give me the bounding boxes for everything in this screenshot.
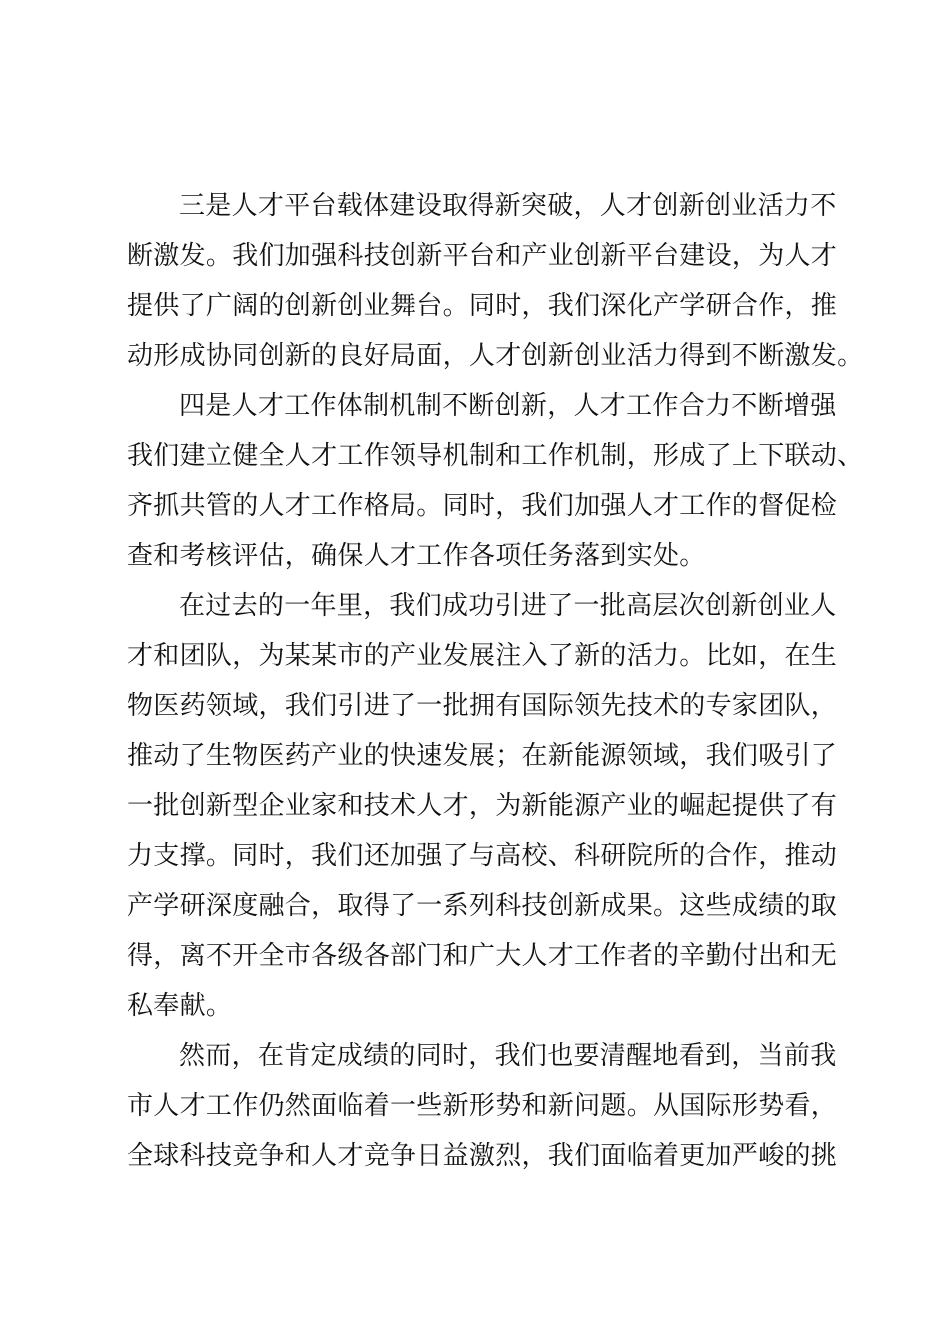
text-line: 四是人才工作体制机制不断创新，人才工作合力不断增强 <box>179 391 837 421</box>
body-text <box>127 181 864 1181</box>
paragraph-new-challenges <box>127 1031 838 1181</box>
text-line: 私奉献。 <box>127 991 233 1021</box>
paragraph-platform-breakthrough <box>127 181 864 381</box>
text-line: 查和考核评估，确保人才工作各项任务落到实处。 <box>127 541 706 571</box>
text-line: 力支撑。同时，我们还加强了与高校、科研院所的合作，推动 <box>127 841 838 871</box>
text-line: 动形成协同创新的良好局面，人才创新创业活力得到不断激发。 <box>127 341 864 371</box>
text-line: 市人才工作仍然面临着一些新形势和新问题。从国际形势看， <box>127 1091 838 1121</box>
text-line: 才和团队，为某某市的产业发展注入了新的活力。比如，在生 <box>127 641 838 671</box>
text-line: 齐抓共管的人才工作格局。同时，我们加强人才工作的督促检 <box>127 491 838 521</box>
text-line: 我们建立健全人才工作领导机制和工作机制，形成了上下联动、 <box>127 441 864 471</box>
text-line: 全球科技竞争和人才竞争日益激烈，我们面临着更加严峻的挑 <box>127 1141 838 1171</box>
text-line: 提供了广阔的创新创业舞台。同时，我们深化产学研合作，推 <box>127 291 838 321</box>
text-line: 在过去的一年里，我们成功引进了一批高层次创新创业人 <box>179 591 837 621</box>
text-line: 物医药领域，我们引进了一批拥有国际领先技术的专家团队， <box>127 691 838 721</box>
text-line: 然而，在肯定成绩的同时，我们也要清醒地看到，当前我 <box>179 1041 837 1071</box>
paragraph-mechanism-innovation <box>127 381 864 581</box>
text-line: 断激发。我们加强科技创新平台和产业创新平台建设，为人才 <box>127 241 838 271</box>
text-line: 三是人才平台载体建设取得新突破，人才创新创业活力不 <box>179 191 837 221</box>
text-line: 得，离不开全市各级各部门和广大人才工作者的辛勤付出和无 <box>127 941 838 971</box>
text-line: 产学研深度融合，取得了一系列科技创新成果。这些成绩的取 <box>127 891 838 921</box>
text-line: 推动了生物医药产业的快速发展；在新能源领域，我们吸引了 <box>127 741 838 771</box>
paragraph-past-year-achievements <box>127 581 838 1031</box>
text-line: 一批创新型企业家和技术人才，为新能源产业的崛起提供了有 <box>127 791 838 821</box>
